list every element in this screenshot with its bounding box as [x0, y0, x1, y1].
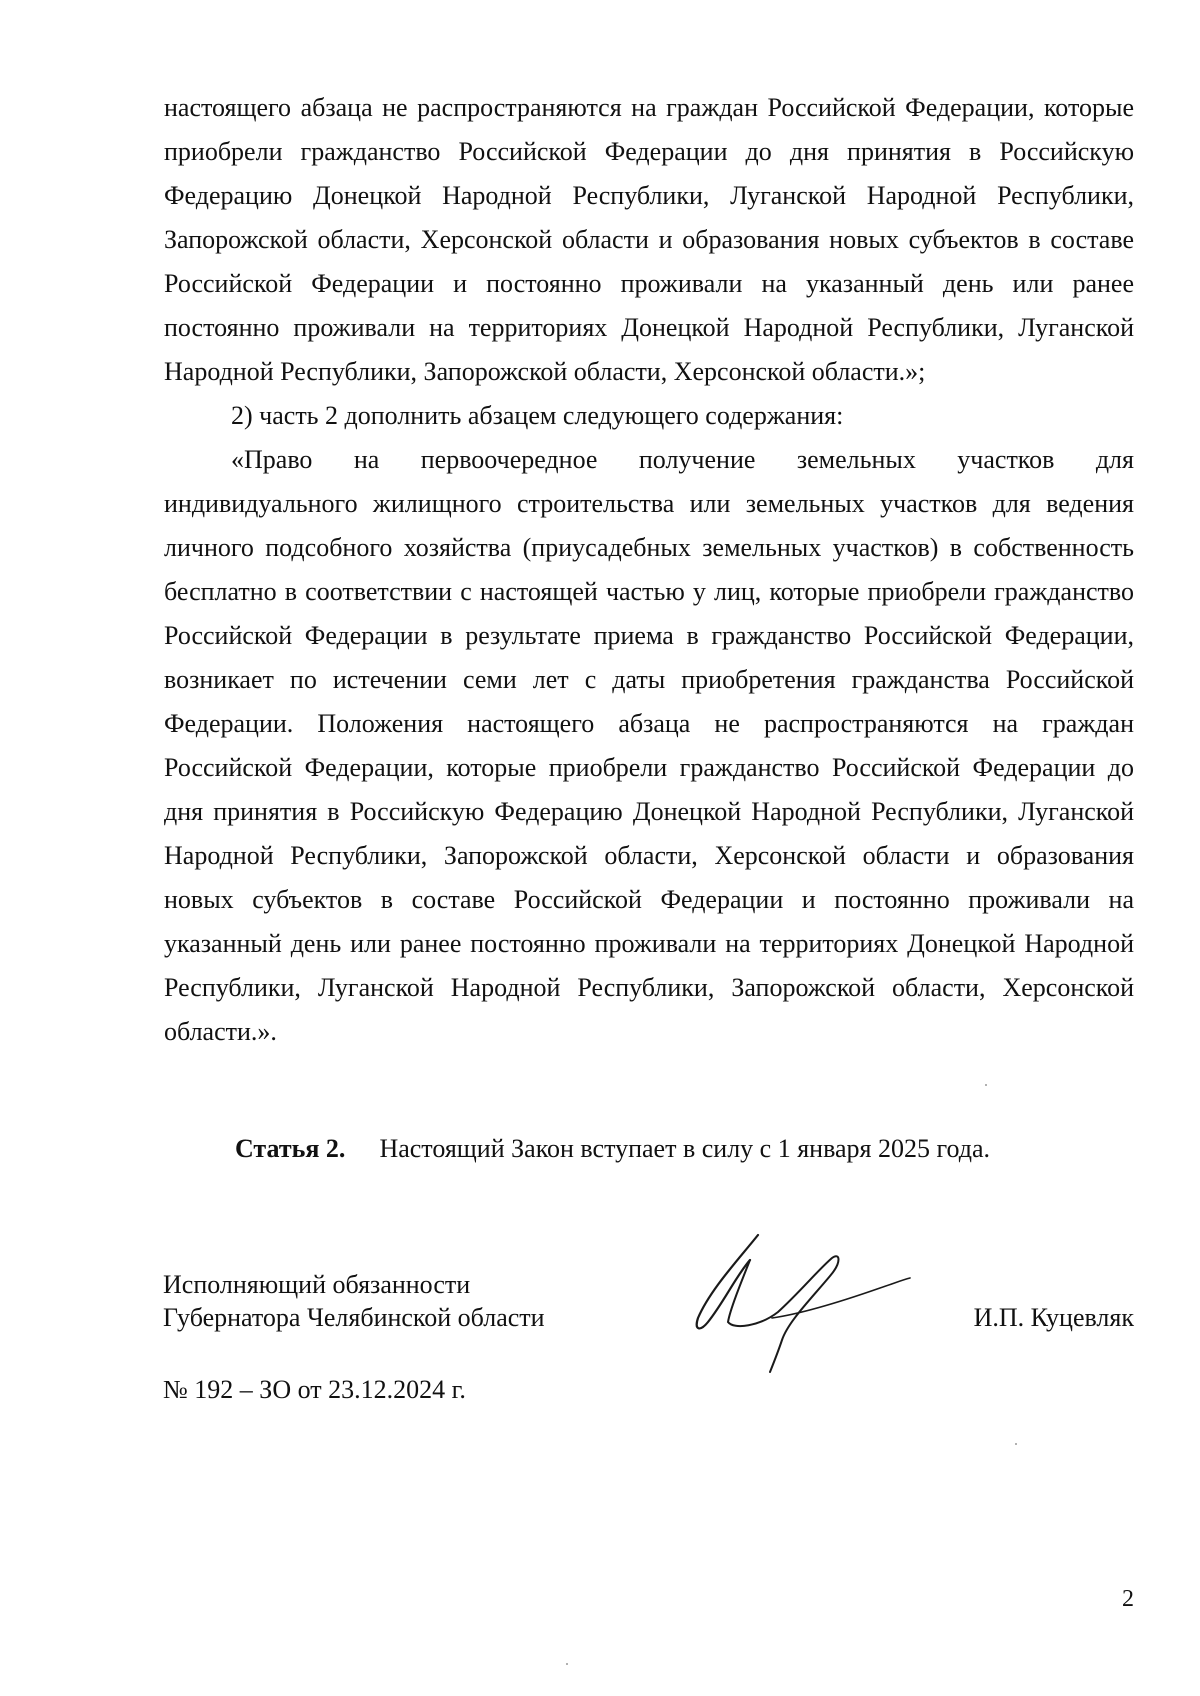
body-line: Народной Республики, Запорожской области, Херсонской области и образования — [164, 841, 1134, 870]
document-number: № 192 – ЗО от 23.12.2024 г. — [163, 1375, 466, 1404]
body-line: постоянно проживали на территориях Донецкой Народной Республики, Луганской — [164, 313, 1134, 342]
body-line: индивидуального жилищного строительства или земельных участков для ведения — [164, 489, 1134, 518]
body-line: бесплатно в соответствии с настоящей частью у лиц, которые приобрели гражданство — [164, 577, 1134, 606]
body-line: личного подсобного хозяйства (приусадебных земельных участков) в собственность — [164, 533, 1134, 562]
signatory-title-line-2: Губернатора Челябинской области — [163, 1303, 545, 1332]
signatory-title-line-1: Исполняющий обязанности — [163, 1270, 471, 1299]
body-line: Российской Федерации, которые приобрели гражданство Российской Федерации до — [164, 753, 1134, 782]
body-line: «Право на первоочередное получение земельных участков для — [231, 445, 1134, 474]
signatory-name: И.П. Куцевляк — [973, 1303, 1134, 1332]
scan-speck — [1015, 1443, 1017, 1445]
article-text: Настоящий Закон вступает в силу с 1 января 2025 года. — [379, 1134, 991, 1163]
body-line: Федерацию Донецкой Народной Республики, Луганской Народной Республики, — [164, 181, 1134, 210]
body-line: Республики, Луганской Народной Республики, Запорожской области, Херсонской — [164, 973, 1134, 1002]
handwritten-signature — [690, 1230, 930, 1375]
amendment-item: 2) часть 2 дополнить абзацем следующего содержания: — [231, 401, 844, 430]
scan-speck — [985, 1084, 987, 1086]
article-number: Статья 2. — [235, 1134, 346, 1163]
body-line: дня принятия в Российскую Федерацию Донецкой Народной Республики, Луганской — [164, 797, 1134, 826]
article-2 — [235, 1134, 990, 1164]
body-line: Народной Республики, Запорожской области, Херсонской области.»; — [164, 357, 926, 386]
body-line: новых субъектов в составе Российской Федерации и постоянно проживали на — [164, 885, 1134, 914]
body-line: приобрели гражданство Российской Федерации до дня принятия в Российскую — [164, 137, 1134, 166]
body-line: области.». — [164, 1017, 277, 1046]
page-number: 2 — [1122, 1586, 1134, 1612]
body-line: Запорожской области, Херсонской области и образования новых субъектов в составе — [164, 225, 1134, 254]
body-line: Федерации. Положения настоящего абзаца не распространяются на граждан — [164, 709, 1134, 738]
scan-speck — [566, 1663, 568, 1665]
body-line: возникает по истечении семи лет с даты приобретения гражданства Российской — [164, 665, 1134, 694]
body-line: Российской Федерации и постоянно проживали на указанный день или ранее — [164, 269, 1134, 298]
body-line: Российской Федерации в результате приема в гражданство Российской Федерации, — [164, 621, 1134, 650]
body-line: указанный день или ранее постоянно проживали на территориях Донецкой Народной — [164, 929, 1134, 958]
body-line: настоящего абзаца не распространяются на граждан Российской Федерации, которые — [164, 93, 1134, 122]
